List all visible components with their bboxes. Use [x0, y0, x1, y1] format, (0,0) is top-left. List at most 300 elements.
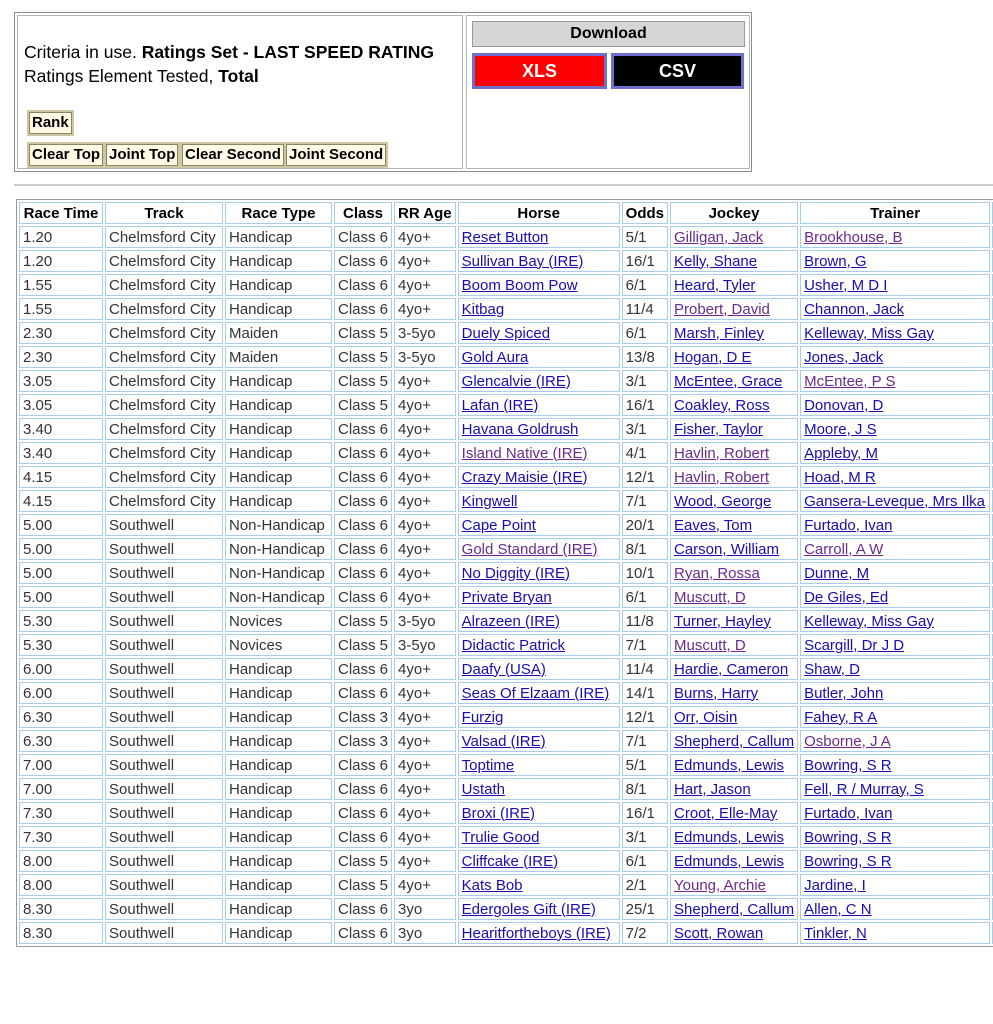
- race-type-cell: Handicap: [225, 250, 332, 272]
- trainer-cell: [800, 490, 990, 512]
- class-cell: Class 6: [334, 778, 392, 800]
- rr-age-cell: 3-5yo: [394, 322, 456, 344]
- trainer-cell: [800, 706, 990, 728]
- horse-link[interactable]: Alrazeen (IRE): [461, 612, 561, 630]
- race-time-cell: 8.30: [19, 922, 103, 944]
- race-type-cell: Handicap: [225, 394, 332, 416]
- odds-cell: 11/8: [622, 610, 668, 632]
- rr-age-cell: 3-5yo: [394, 346, 456, 368]
- trainer-link[interactable]: Fahey, R A: [804, 708, 878, 726]
- horse-link[interactable]: Kitbag: [461, 300, 505, 318]
- horse-link[interactable]: Broxi (IRE): [461, 804, 535, 822]
- jockey-link[interactable]: Edmunds, Lewis: [674, 756, 785, 774]
- trainer-link[interactable]: Brown, G: [804, 252, 867, 270]
- horse-cell: [458, 394, 620, 416]
- horse-link[interactable]: Hearitfortheboys (IRE): [461, 924, 611, 942]
- rr-age-cell: 4yo+: [394, 466, 456, 488]
- race-type-cell: Handicap: [225, 898, 332, 920]
- horse-link[interactable]: Didactic Patrick: [461, 636, 566, 654]
- jockey-link[interactable]: Orr, Oisin: [674, 708, 738, 726]
- jockey-link[interactable]: Muscutt, D: [674, 636, 746, 654]
- table-row: [19, 418, 993, 440]
- jockey-link[interactable]: McEntee, Grace: [674, 372, 783, 390]
- jockey-link[interactable]: Hogan, D E: [674, 348, 752, 366]
- track-cell: Southwell: [105, 754, 223, 776]
- rr-age-cell: 4yo+: [394, 730, 456, 752]
- horse-cell: [458, 682, 620, 704]
- race-time-cell: 8.00: [19, 850, 103, 872]
- odds-cell: 12/1: [622, 706, 668, 728]
- odds-cell: 11/4: [622, 658, 668, 680]
- trainer-cell: [800, 682, 990, 704]
- jockey-cell: [670, 466, 798, 488]
- horse-link[interactable]: Furzig: [461, 708, 504, 726]
- race-time-cell: 4.15: [19, 466, 103, 488]
- jockey-link[interactable]: Edmunds, Lewis: [674, 852, 785, 870]
- class-cell: Class 6: [334, 562, 392, 584]
- jockey-link[interactable]: Havlin, Robert: [674, 444, 770, 462]
- trainer-cell: [800, 850, 990, 872]
- jockey-link[interactable]: Burns, Harry: [674, 684, 759, 702]
- xls-download-button[interactable]: XLS: [472, 53, 607, 89]
- trainer-link[interactable]: McEntee, P S: [804, 372, 896, 390]
- race-type-cell: Non-Handicap: [225, 586, 332, 608]
- trainer-link[interactable]: Tinkler, N: [804, 924, 867, 942]
- trainer-cell: [800, 586, 990, 608]
- criteria-line-2: [24, 64, 434, 88]
- table-row: [19, 922, 993, 944]
- trainer-link[interactable]: Dunne, M: [804, 564, 870, 582]
- race-time-cell: 7.30: [19, 826, 103, 848]
- horse-link[interactable]: Ustath: [461, 780, 506, 798]
- trainer-link[interactable]: Carroll, A W: [804, 540, 884, 558]
- trainer-link[interactable]: De Giles, Ed: [804, 588, 889, 606]
- col-header-odds[interactable]: Odds: [622, 202, 668, 224]
- race-type-cell: Handicap: [225, 298, 332, 320]
- element-label: Ratings Element Tested,: [24, 66, 219, 86]
- race-type-cell: Handicap: [225, 370, 332, 392]
- jockey-cell: [670, 418, 798, 440]
- col-header-class[interactable]: Class: [334, 202, 392, 224]
- rr-age-cell: 4yo+: [394, 850, 456, 872]
- trainer-cell: [800, 610, 990, 632]
- trainer-link[interactable]: Bowring, S R: [804, 828, 892, 846]
- trainer-cell: [800, 826, 990, 848]
- race-type-cell: Handicap: [225, 442, 332, 464]
- trainer-link[interactable]: Channon, Jack: [804, 300, 905, 318]
- jockey-cell: [670, 298, 798, 320]
- table-row: [19, 682, 993, 704]
- divider: [14, 184, 993, 186]
- table-row: [19, 802, 993, 824]
- odds-cell: 3/1: [622, 418, 668, 440]
- horse-link[interactable]: Island Native (IRE): [461, 444, 588, 462]
- col-header-jockey[interactable]: Jockey: [670, 202, 798, 224]
- table-row: [19, 370, 993, 392]
- odds-cell: 16/1: [622, 394, 668, 416]
- trainer-cell: [800, 250, 990, 272]
- jockey-cell: [670, 514, 798, 536]
- jockey-cell: [670, 490, 798, 512]
- horse-cell: [458, 634, 620, 656]
- clear-top-button[interactable]: Clear Top: [27, 142, 105, 168]
- table-row: [19, 442, 993, 464]
- race-time-cell: 8.30: [19, 898, 103, 920]
- table-row: [19, 754, 993, 776]
- rr-age-cell: 4yo+: [394, 802, 456, 824]
- table-row: [19, 394, 993, 416]
- trainer-cell: [800, 778, 990, 800]
- table-row: [19, 826, 993, 848]
- race-type-cell: Maiden: [225, 346, 332, 368]
- table-row: [19, 874, 993, 896]
- horse-link[interactable]: Trulie Good: [461, 828, 540, 846]
- col-header-trainer[interactable]: Trainer: [800, 202, 990, 224]
- track-cell: Southwell: [105, 514, 223, 536]
- trainer-link[interactable]: Bowring, S R: [804, 756, 892, 774]
- trainer-cell: [800, 394, 990, 416]
- odds-cell: 12/1: [622, 466, 668, 488]
- trainer-cell: [800, 322, 990, 344]
- jockey-link[interactable]: Probert, David: [674, 300, 770, 318]
- table-row: [19, 322, 993, 344]
- odds-cell: 5/1: [622, 754, 668, 776]
- track-cell: Southwell: [105, 730, 223, 752]
- race-type-cell: Novices: [225, 634, 332, 656]
- class-cell: Class 5: [334, 634, 392, 656]
- horse-cell: [458, 490, 620, 512]
- horse-link[interactable]: Reset Button: [461, 228, 549, 246]
- trainer-cell: [800, 658, 990, 680]
- rr-age-cell: 4yo+: [394, 778, 456, 800]
- race-type-cell: Handicap: [225, 730, 332, 752]
- race-time-cell: 5.30: [19, 610, 103, 632]
- jockey-cell: [670, 706, 798, 728]
- horse-cell: [458, 778, 620, 800]
- jockey-link[interactable]: Young, Archie: [674, 876, 767, 894]
- race-time-cell: 3.05: [19, 370, 103, 392]
- track-cell: Southwell: [105, 922, 223, 944]
- trainer-link[interactable]: Fell, R / Murray, S: [804, 780, 924, 798]
- joint-second-button[interactable]: Joint Second: [284, 142, 388, 168]
- horse-cell: [458, 298, 620, 320]
- jockey-link[interactable]: Turner, Hayley: [674, 612, 771, 630]
- horse-cell: [458, 730, 620, 752]
- trainer-link[interactable]: Moore, J S: [804, 420, 877, 438]
- rr-age-cell: 4yo+: [394, 538, 456, 560]
- horse-link[interactable]: Private Bryan: [461, 588, 552, 606]
- trainer-link[interactable]: Hoad, M R: [804, 468, 876, 486]
- race-type-cell: Handicap: [225, 274, 332, 296]
- odds-cell: 7/1: [622, 490, 668, 512]
- horse-cell: [458, 754, 620, 776]
- trainer-link[interactable]: Furtado, Ivan: [804, 804, 893, 822]
- criteria-cell: [17, 15, 463, 169]
- jockey-link[interactable]: Kelly, Shane: [674, 252, 758, 270]
- rr-age-cell: 4yo+: [394, 418, 456, 440]
- trainer-cell: [800, 922, 990, 944]
- jockey-link[interactable]: Shepherd, Callum: [674, 900, 795, 918]
- race-time-cell: 1.20: [19, 226, 103, 248]
- horse-link[interactable]: Sullivan Bay (IRE): [461, 252, 584, 270]
- joint-top-button[interactable]: Joint Top: [104, 142, 180, 168]
- trainer-link[interactable]: Appleby, M: [804, 444, 879, 462]
- track-cell: Chelmsford City: [105, 442, 223, 464]
- jockey-link[interactable]: Coakley, Ross: [674, 396, 770, 414]
- track-cell: Southwell: [105, 706, 223, 728]
- jockey-link[interactable]: Wood, George: [674, 492, 772, 510]
- track-cell: Chelmsford City: [105, 466, 223, 488]
- class-cell: Class 6: [334, 754, 392, 776]
- table-row: [19, 298, 993, 320]
- jockey-link[interactable]: Carson, William: [674, 540, 780, 558]
- horse-link[interactable]: Boom Boom Pow: [461, 276, 578, 294]
- trainer-link[interactable]: Shaw, D: [804, 660, 860, 678]
- jockey-link[interactable]: Marsh, Finley: [674, 324, 765, 342]
- race-time-cell: 7.00: [19, 754, 103, 776]
- race-time-cell: 5.00: [19, 562, 103, 584]
- horse-cell: [458, 442, 620, 464]
- jockey-link[interactable]: Muscutt, D: [674, 588, 746, 606]
- col-header-rr-age[interactable]: RR Age: [394, 202, 456, 224]
- class-cell: Class 6: [334, 514, 392, 536]
- rr-age-cell: 4yo+: [394, 442, 456, 464]
- col-header-track[interactable]: Track: [105, 202, 223, 224]
- jockey-cell: [670, 274, 798, 296]
- jockey-cell: [670, 346, 798, 368]
- trainer-cell: [800, 370, 990, 392]
- download-cell: [466, 15, 750, 169]
- trainer-link[interactable]: Donovan, D: [804, 396, 884, 414]
- criteria-line-1: [24, 40, 434, 64]
- jockey-link[interactable]: Hart, Jason: [674, 780, 751, 798]
- horse-link[interactable]: Toptime: [461, 756, 515, 774]
- trainer-link[interactable]: Gansera-Leveque, Mrs Ilka: [804, 492, 985, 510]
- horse-cell: [458, 346, 620, 368]
- race-type-cell: Handicap: [225, 850, 332, 872]
- horse-cell: [458, 274, 620, 296]
- trainer-cell: [800, 442, 990, 464]
- results-table: [16, 199, 993, 947]
- track-cell: Chelmsford City: [105, 226, 223, 248]
- jockey-cell: [670, 226, 798, 248]
- horse-link[interactable]: Edergoles Gift (IRE): [461, 900, 596, 918]
- horse-link[interactable]: Valsad (IRE): [461, 732, 546, 750]
- jockey-link[interactable]: Fisher, Taylor: [674, 420, 763, 438]
- race-time-cell: 4.15: [19, 490, 103, 512]
- trainer-link[interactable]: Kelleway, Miss Gay: [804, 612, 934, 630]
- track-cell: Southwell: [105, 586, 223, 608]
- odds-cell: 8/1: [622, 778, 668, 800]
- rank-button[interactable]: Rank: [27, 110, 74, 136]
- table-row: [19, 658, 993, 680]
- table-row: [19, 850, 993, 872]
- odds-cell: 6/1: [622, 850, 668, 872]
- rr-age-cell: 4yo+: [394, 562, 456, 584]
- trainer-link[interactable]: Osborne, J A: [804, 732, 891, 750]
- race-type-cell: Handicap: [225, 226, 332, 248]
- class-cell: Class 6: [334, 682, 392, 704]
- track-cell: Chelmsford City: [105, 346, 223, 368]
- race-time-cell: 6.30: [19, 706, 103, 728]
- horse-link[interactable]: Seas Of Elzaam (IRE): [461, 684, 610, 702]
- race-type-cell: Handicap: [225, 826, 332, 848]
- table-row: [19, 898, 993, 920]
- track-cell: Chelmsford City: [105, 418, 223, 440]
- col-header-race-type[interactable]: Race Type: [225, 202, 332, 224]
- odds-cell: 25/1: [622, 898, 668, 920]
- jockey-link[interactable]: Scott, Rowan: [674, 924, 764, 942]
- race-type-cell: Handicap: [225, 418, 332, 440]
- rr-age-cell: 3yo: [394, 898, 456, 920]
- col-header-race-time[interactable]: Race Time: [19, 202, 103, 224]
- class-cell: Class 6: [334, 658, 392, 680]
- horse-cell: [458, 874, 620, 896]
- horse-link[interactable]: Duely Spiced: [461, 324, 551, 342]
- rr-age-cell: 4yo+: [394, 514, 456, 536]
- class-cell: Class 3: [334, 730, 392, 752]
- horse-cell: [458, 922, 620, 944]
- jockey-link[interactable]: Hardie, Cameron: [674, 660, 789, 678]
- table-row: [19, 490, 993, 512]
- rr-age-cell: 4yo+: [394, 394, 456, 416]
- jockey-cell: [670, 250, 798, 272]
- criteria-text: [24, 40, 434, 88]
- jockey-cell: [670, 682, 798, 704]
- race-time-cell: 6.00: [19, 658, 103, 680]
- trainer-link[interactable]: Usher, M D I: [804, 276, 888, 294]
- trainer-cell: [800, 418, 990, 440]
- table-row: [19, 514, 993, 536]
- race-time-cell: 6.00: [19, 682, 103, 704]
- table-row: [19, 346, 993, 368]
- race-time-cell: 2.30: [19, 322, 103, 344]
- clear-second-button[interactable]: Clear Second: [180, 142, 286, 168]
- trainer-cell: [800, 298, 990, 320]
- rr-age-cell: 4yo+: [394, 586, 456, 608]
- jockey-link[interactable]: Shepherd, Callum: [674, 732, 795, 750]
- track-cell: Southwell: [105, 802, 223, 824]
- trainer-cell: [800, 346, 990, 368]
- track-cell: Chelmsford City: [105, 322, 223, 344]
- horse-link[interactable]: Kingwell: [461, 492, 518, 510]
- odds-cell: 7/1: [622, 634, 668, 656]
- class-cell: Class 6: [334, 226, 392, 248]
- horse-cell: [458, 250, 620, 272]
- race-type-cell: Maiden: [225, 322, 332, 344]
- track-cell: Chelmsford City: [105, 274, 223, 296]
- jockey-cell: [670, 898, 798, 920]
- race-type-cell: Non-Handicap: [225, 538, 332, 560]
- horse-link[interactable]: Lafan (IRE): [461, 396, 539, 414]
- track-cell: Southwell: [105, 778, 223, 800]
- race-time-cell: 5.00: [19, 514, 103, 536]
- horse-link[interactable]: Kats Bob: [461, 876, 523, 894]
- rr-age-cell: 3yo: [394, 922, 456, 944]
- class-cell: Class 6: [334, 490, 392, 512]
- class-cell: Class 6: [334, 826, 392, 848]
- horse-link[interactable]: No Diggity (IRE): [461, 564, 571, 582]
- trainer-cell: [800, 754, 990, 776]
- odds-cell: 3/1: [622, 370, 668, 392]
- race-time-cell: 5.30: [19, 634, 103, 656]
- jockey-cell: [670, 322, 798, 344]
- horse-cell: [458, 706, 620, 728]
- rr-age-cell: 4yo+: [394, 874, 456, 896]
- jockey-link[interactable]: Eaves, Tom: [674, 516, 753, 534]
- rr-age-cell: 4yo+: [394, 754, 456, 776]
- class-cell: Class 6: [334, 802, 392, 824]
- trainer-link[interactable]: Allen, C N: [804, 900, 872, 918]
- horse-link[interactable]: Daafy (USA): [461, 660, 546, 678]
- horse-link[interactable]: Gold Standard (IRE): [461, 540, 598, 558]
- track-cell: Southwell: [105, 658, 223, 680]
- rr-age-cell: 4yo+: [394, 370, 456, 392]
- jockey-link[interactable]: Heard, Tyler: [674, 276, 756, 294]
- table-row: [19, 586, 993, 608]
- odds-cell: 14/1: [622, 682, 668, 704]
- jockey-link[interactable]: Ryan, Rossa: [674, 564, 760, 582]
- race-type-cell: Handicap: [225, 706, 332, 728]
- trainer-link[interactable]: Furtado, Ivan: [804, 516, 893, 534]
- jockey-cell: [670, 394, 798, 416]
- jockey-link[interactable]: Croot, Elle-May: [674, 804, 778, 822]
- horse-link[interactable]: Glencalvie (IRE): [461, 372, 571, 390]
- jockey-cell: [670, 802, 798, 824]
- rr-age-cell: 4yo+: [394, 250, 456, 272]
- horse-link[interactable]: Cape Point: [461, 516, 536, 534]
- class-cell: Class 6: [334, 466, 392, 488]
- table-row: [19, 634, 993, 656]
- odds-cell: 16/1: [622, 250, 668, 272]
- col-header-horse[interactable]: Horse: [458, 202, 620, 224]
- horse-link[interactable]: Havana Goldrush: [461, 420, 579, 438]
- csv-download-button[interactable]: CSV: [611, 53, 744, 89]
- race-type-cell: Handicap: [225, 466, 332, 488]
- track-cell: Chelmsford City: [105, 394, 223, 416]
- class-cell: Class 6: [334, 442, 392, 464]
- jockey-cell: [670, 562, 798, 584]
- jockey-cell: [670, 658, 798, 680]
- table-header-row: [19, 202, 993, 224]
- horse-link[interactable]: Cliffcake (IRE): [461, 852, 559, 870]
- trainer-link[interactable]: Scargill, Dr J D: [804, 636, 905, 654]
- trainer-link[interactable]: Brookhouse, B: [804, 228, 903, 246]
- class-cell: Class 6: [334, 274, 392, 296]
- trainer-link[interactable]: Jardine, I: [804, 876, 866, 894]
- trainer-link[interactable]: Butler, John: [804, 684, 884, 702]
- jockey-link[interactable]: Edmunds, Lewis: [674, 828, 785, 846]
- horse-link[interactable]: Crazy Maisie (IRE): [461, 468, 588, 486]
- race-type-cell: Non-Handicap: [225, 514, 332, 536]
- jockey-cell: [670, 370, 798, 392]
- table-row: [19, 610, 993, 632]
- table-row: [19, 706, 993, 728]
- element-value: Total: [218, 66, 259, 86]
- trainer-link[interactable]: Kelleway, Miss Gay: [804, 324, 934, 342]
- horse-cell: [458, 226, 620, 248]
- trainer-link[interactable]: Bowring, S R: [804, 852, 892, 870]
- trainer-link[interactable]: Jones, Jack: [804, 348, 884, 366]
- jockey-link[interactable]: Gilligan, Jack: [674, 228, 764, 246]
- jockey-link[interactable]: Havlin, Robert: [674, 468, 770, 486]
- track-cell: Chelmsford City: [105, 250, 223, 272]
- horse-link[interactable]: Gold Aura: [461, 348, 529, 366]
- rr-age-cell: 3-5yo: [394, 610, 456, 632]
- track-cell: Southwell: [105, 562, 223, 584]
- trainer-cell: [800, 226, 990, 248]
- horse-cell: [458, 658, 620, 680]
